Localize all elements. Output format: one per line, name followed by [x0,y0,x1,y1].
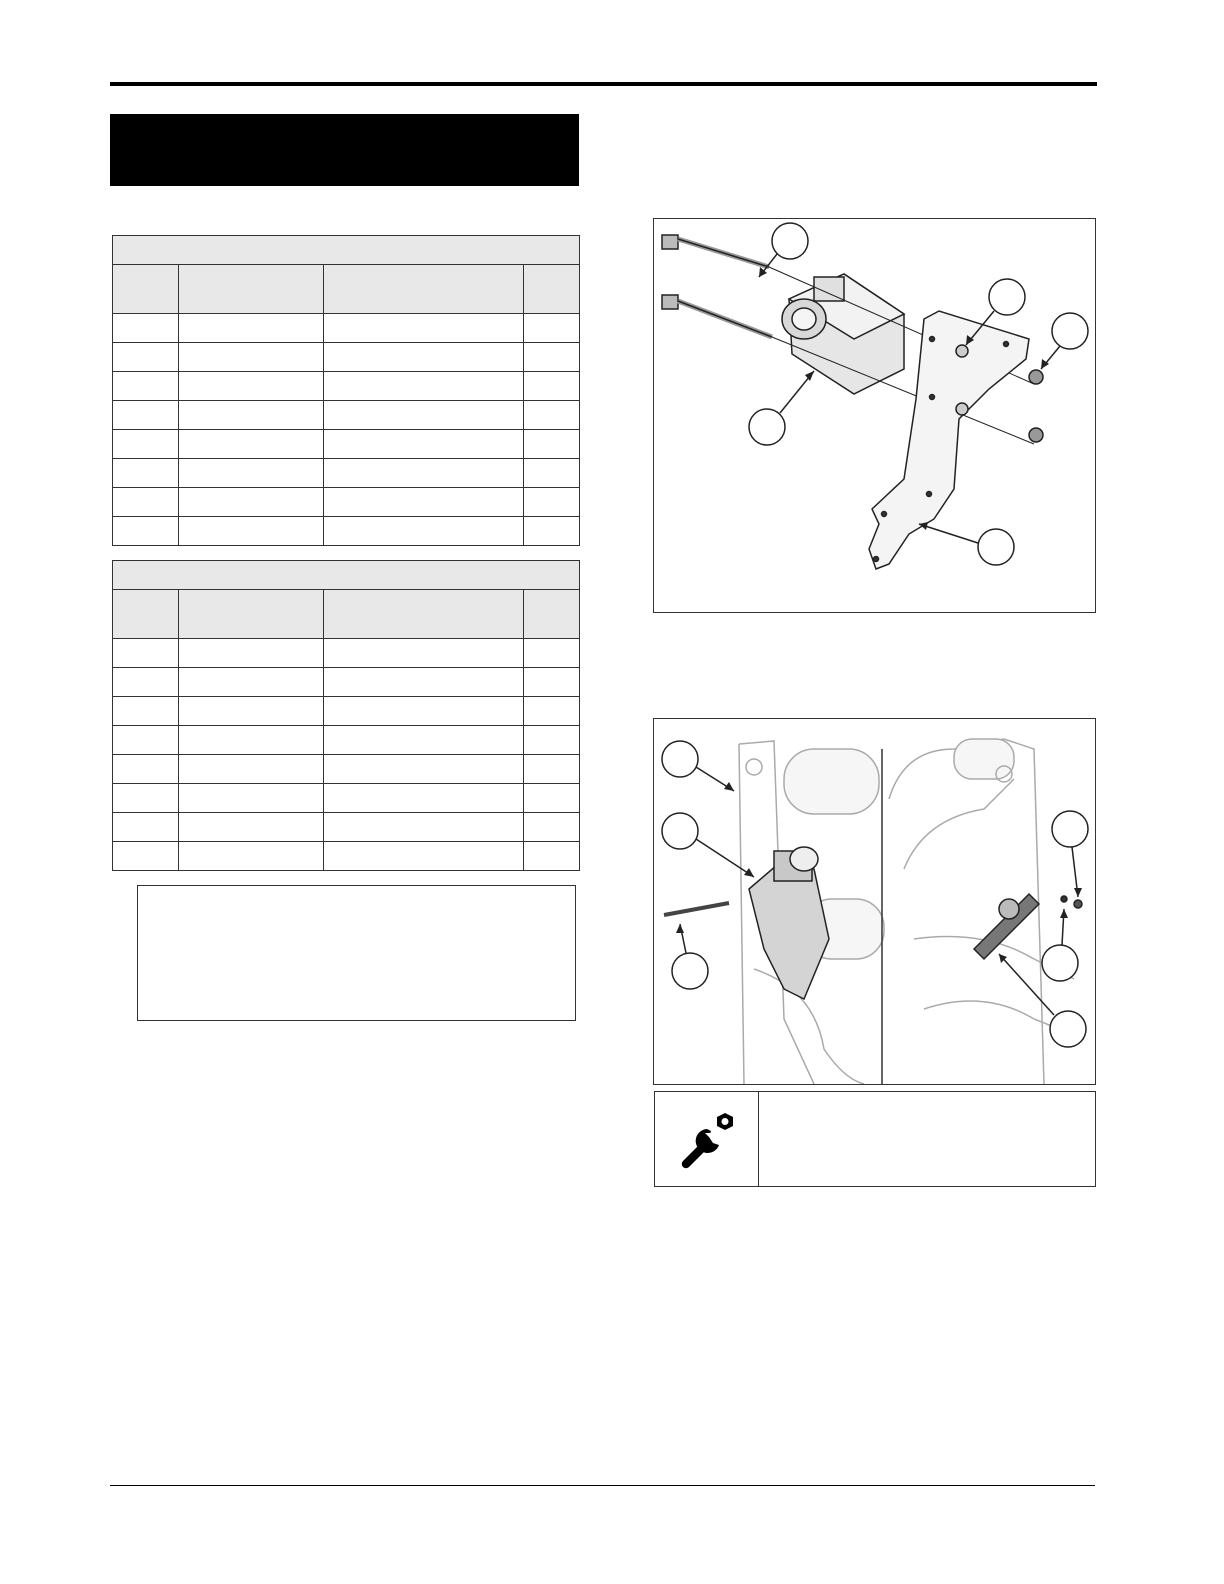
section-title-block [110,114,579,186]
table-row [113,842,580,871]
bolt-lower [662,295,772,337]
figure-sensor-exploded [653,218,1096,613]
table-row [113,459,580,488]
column-header [524,590,580,639]
note-box [137,885,576,1021]
parts-table-1 [112,235,580,546]
table-row [113,517,580,546]
table-row [113,784,580,813]
column-header [324,590,524,639]
wrench-torque-icon [675,1107,739,1171]
table-row [113,488,580,517]
header-rule [110,82,1097,86]
figure-sensor-installed [653,718,1096,1085]
table-row [113,697,580,726]
column-header [179,265,324,314]
column-header [113,590,179,639]
table-row [113,726,580,755]
parts-table-2 [112,560,580,871]
footer-rule [110,1485,1095,1486]
bolt-upper [662,235,769,267]
table-row [113,343,580,372]
table-row [113,813,580,842]
column-header [324,265,524,314]
torque-spec-box [654,1091,1096,1187]
sensor-exploded-illustration [654,219,1095,612]
column-header [179,590,324,639]
sensor-body [782,274,904,394]
table-row [113,314,580,343]
table-row [113,430,580,459]
sensor-installed-illustration [654,719,1095,1084]
column-header [113,265,179,314]
table-caption [113,561,580,590]
table-row [113,372,580,401]
column-header [524,265,580,314]
table-row [113,401,580,430]
torque-icon-cell [655,1092,759,1186]
table-row [113,639,580,668]
table-row [113,755,580,784]
table-caption [113,236,580,265]
table-row [113,668,580,697]
